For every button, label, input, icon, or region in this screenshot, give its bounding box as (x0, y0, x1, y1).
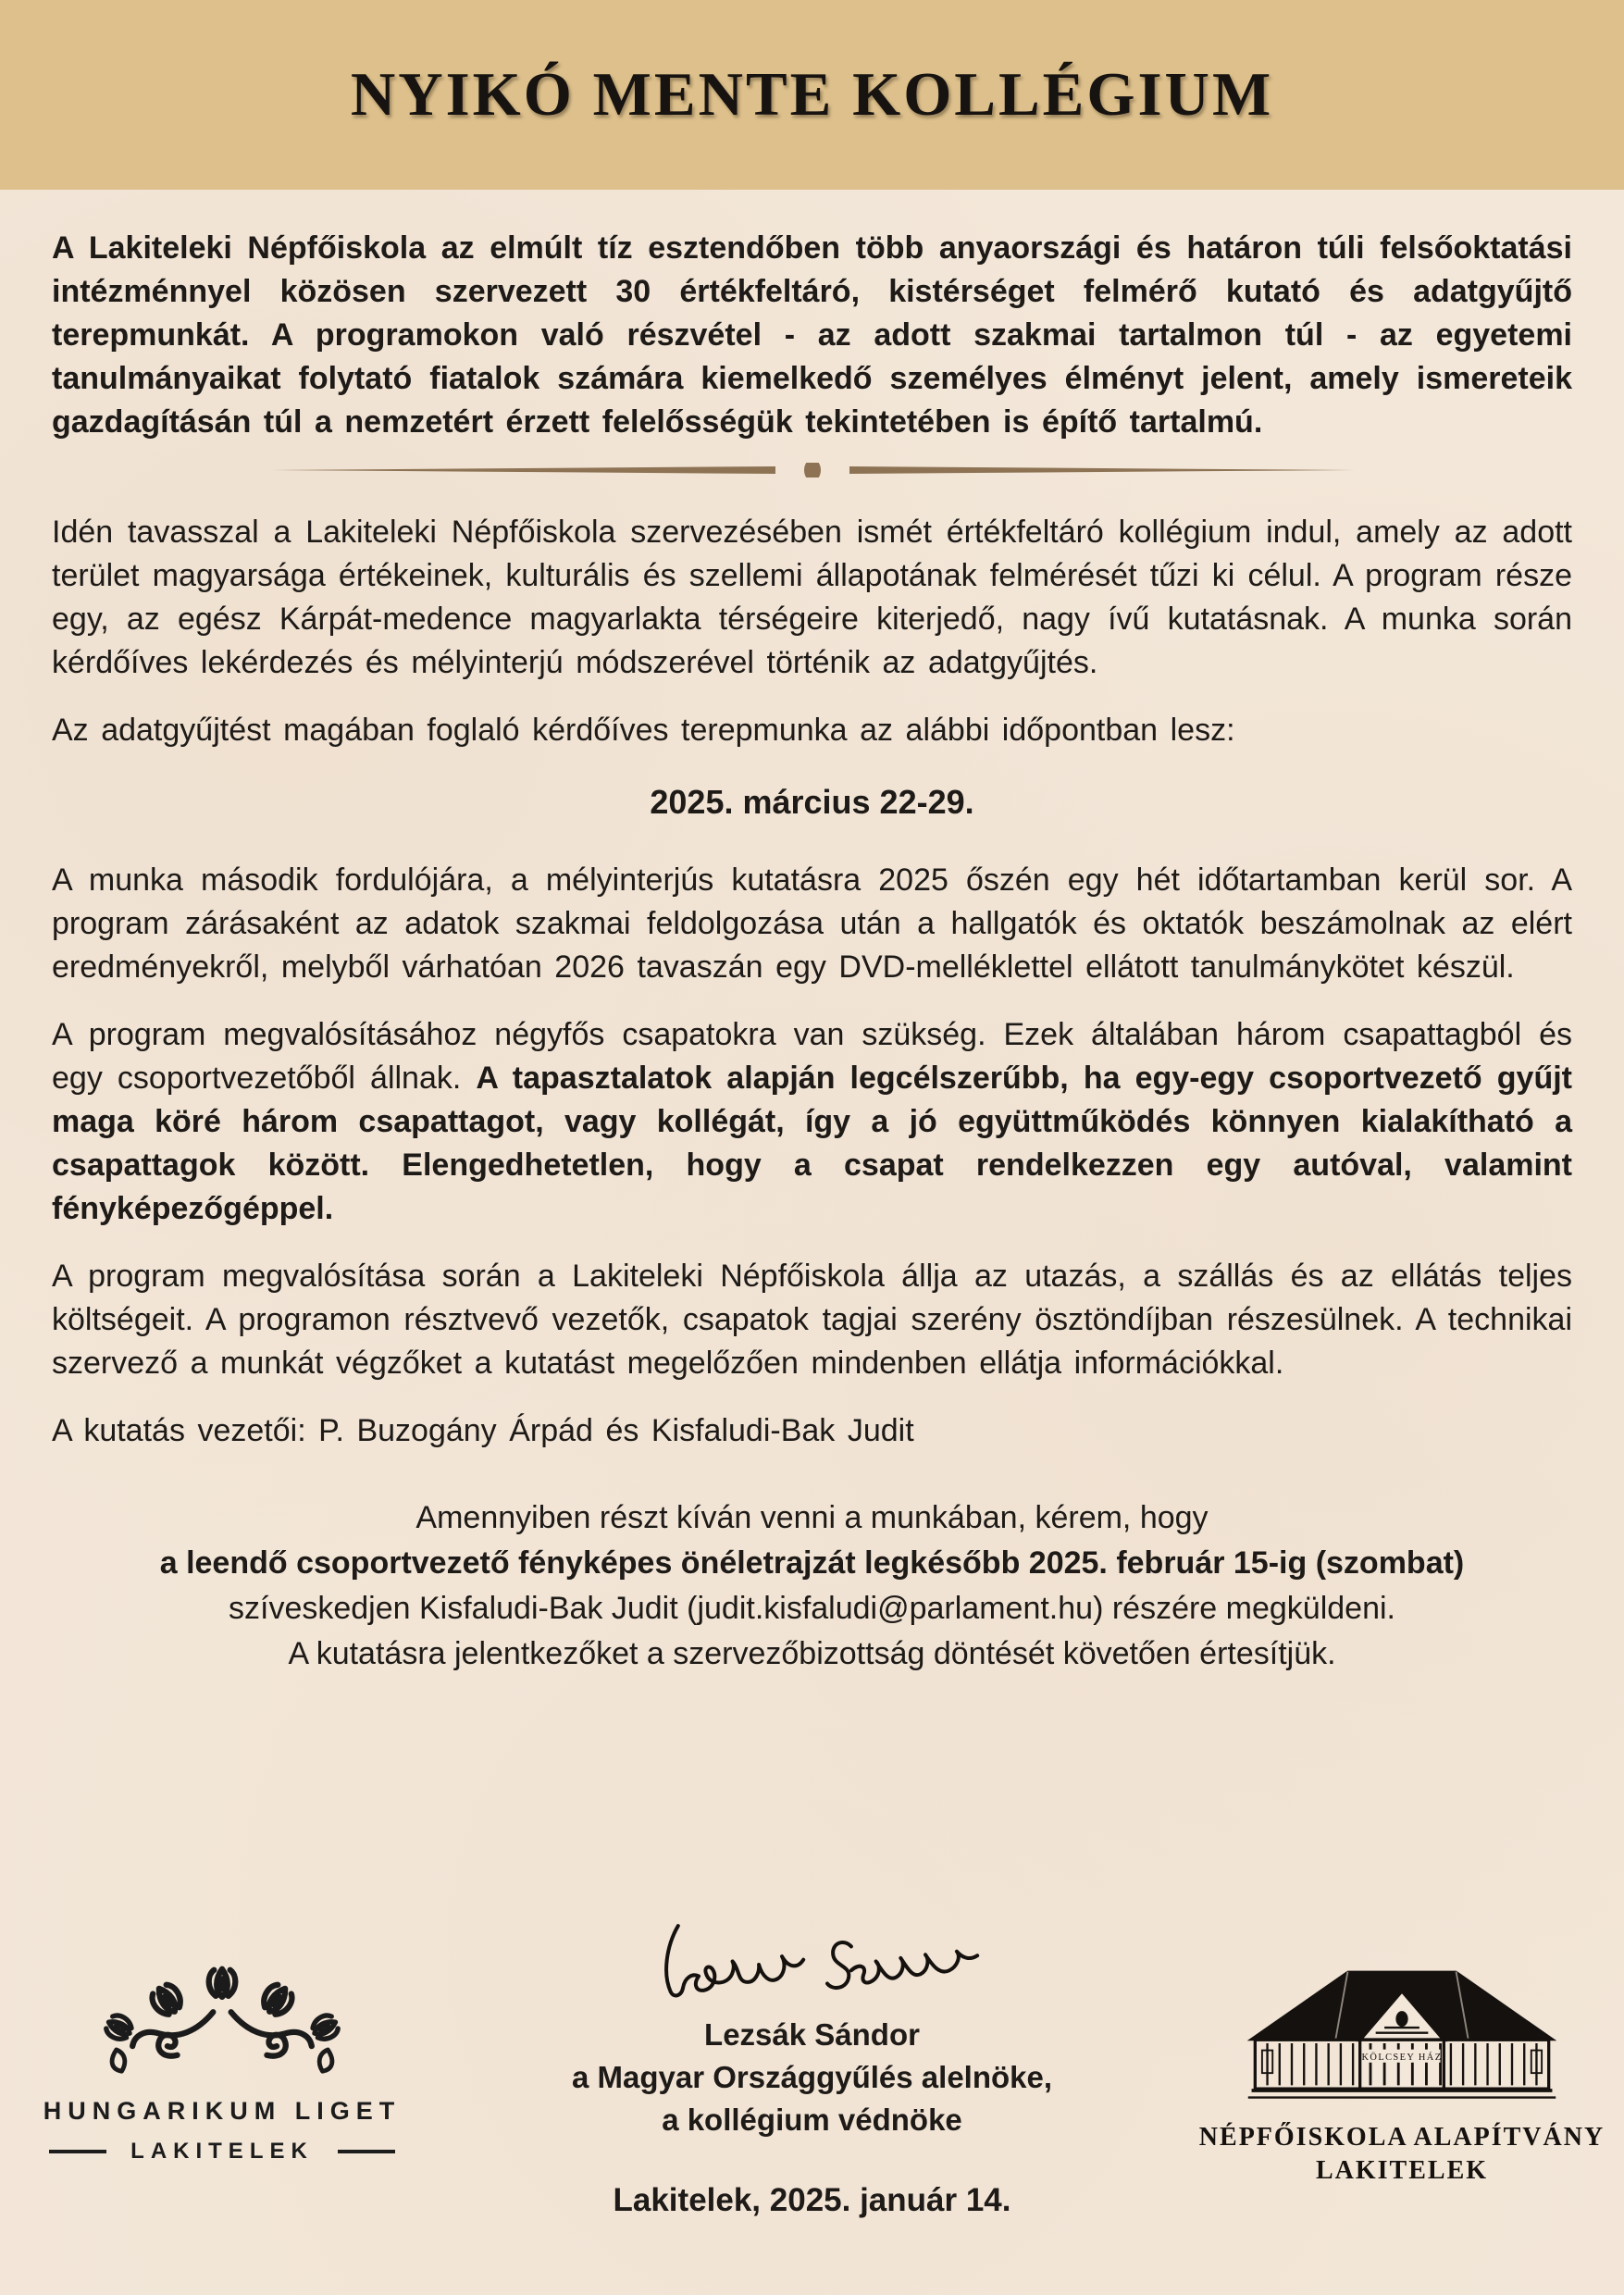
signature-handwriting (623, 1919, 1002, 2010)
building-label: KÖLCSEY HÁZ (1361, 2052, 1443, 2063)
nepfoiskola-label-2: LAKITELEK (1315, 2156, 1489, 2185)
page-title: NYIKÓ MENTE KOLLÉGIUM (350, 60, 1274, 129)
hungarikum-lakitelek-label: LAKITELEK (130, 2139, 314, 2164)
footer (0, 1906, 1624, 2295)
application-line-2: a leendő csoportvezető fényképes önéletrajzát legkésőbb 2025. február 15-ig (szombat) (159, 1545, 1465, 1581)
teams-bold-text: A tapasztalatok alapján legcélszerűbb, ha egy-egy csoportvezető gyűjt maga köré három csapattagot, vagy kollégát, így a jó együttműködés könnyen kialakítható a csapattagok között. Elengedhetetlen, hogy a csapat rendelkezzen egy autóval, valamint fényképezőgéppel. (52, 1061, 1572, 1226)
signature-block (444, 1906, 1180, 2219)
header-band (0, 0, 1624, 190)
teams-regular-text: A program megvalósításához négyfős csapatokra van szükség. Ezek általában három csapattagból és egy csoportvezetőből állnak. (52, 1017, 1572, 1096)
application-line-1: Amennyiben részt kíván venni a munkában, kérem, hogy (415, 1500, 1209, 1535)
fieldwork-intro: Az adatgyűjtést magában foglaló kérdőíves terepmunka az alábbi időpontban lesz: (52, 713, 1235, 748)
hungarikum-liget-logo (0, 1906, 444, 2165)
signer-role-2: a kollégium védnöke (662, 2103, 962, 2137)
paragraph-teams (52, 1013, 1572, 1231)
nepfoiskola-label-1: NÉPFŐISKOLA ALAPÍTVÁNY (1198, 2123, 1605, 2152)
application-instructions (52, 1495, 1572, 1677)
paragraph-spring-program: Idén tavasszal a Lakiteleki Népfőiskola szervezésében ismét értékfeltáró kollégium indul, amely az adott terület magyarsága értékeinek, kulturális és szellemi állapotának felmérését tűzi ki célul. A program része egy, az egész Kárpát-medence magyarlakta térségeire kiterjedő, nagy ívű kutatásnak. A munka során kérdőíves lekérdezés és mélyinterjú módszerével történik az adatgyűjtés. (52, 515, 1572, 680)
fieldwork-date: 2025. március 22-29. (650, 783, 974, 821)
paragraph-costs: A program megvalósítása során a Lakiteleki Népfőiskola állja az utazás, a szállás és az ellátás teljes költségeit. A programon résztvevő vezetők, csapatok tagjai szerény ösztöndíjban részesülnek. A technikai szervező a munkát végzőket a kutatást megelőzően mindenben ellátja információkkal. (52, 1259, 1572, 1381)
kolcsey-haz-building-icon (1245, 1958, 1559, 2114)
left-rule (49, 2150, 106, 2153)
research-leaders-line: A kutatás vezetői: P. Buzogány Árpád és Kisfaludi-Bak Judit (52, 1413, 914, 1448)
right-rule (338, 2150, 395, 2153)
application-line-3: szíveskedjen Kisfaludi-Bak Judit (judit.kisfaludi@parlament.hu) részére megküldeni. (229, 1591, 1395, 1626)
hungarikum-liget-label: HUNGARIKUM LIGET (43, 2097, 402, 2125)
nepfoiskola-alapitvany-logo (1180, 1906, 1624, 2188)
application-line-4: A kutatásra jelentkezőket a szervezőbizottság döntését követően értesítjük. (288, 1636, 1336, 1671)
folk-ornament-icon (69, 1964, 375, 2077)
hungarikum-liget-sublabel (49, 2139, 395, 2165)
place-date-line: Lakitelek, 2025. január 14. (613, 2182, 1011, 2218)
paragraph-second-round: A munka második fordulójára, a mélyinterjús kutatásra 2025 őszén egy hét időtartamban kerül sor. A program zárásaként az adatok szakmai feldolgozása után a hallgatók és oktatók beszámolnak az elért eredményekről, melyből várhatóan 2026 tavaszán egy DVD-melléklettel ellátott tanulmánykötet készül. (52, 862, 1572, 985)
divider-ornament-icon (271, 463, 1354, 478)
letter-body (0, 190, 1624, 1677)
paragraph-intro: A Lakiteleki Népfőiskola az elmúlt tíz esztendőben több anyaországi és határon túli felsőoktatási intézménnyel közösen szervezett 30 értékfeltáró, kistérséget felmérő kutató és adatgyűjtő terepmunkát. A programokon való részvétel - az adott szakmai tartalmon túl - az egyetemi tanulmányaikat folytató fiatalok számára kiemelkedő személyes élményt jelent, amely ismereteik gazdagításán túl a nemzetért érzett felelősségük tekintetében is építő tartalmú. (52, 230, 1572, 440)
signer-name: Lezsák Sándor (704, 2017, 920, 2052)
signer-role-1: a Magyar Országgyűlés alelnöke, (571, 2060, 1053, 2094)
